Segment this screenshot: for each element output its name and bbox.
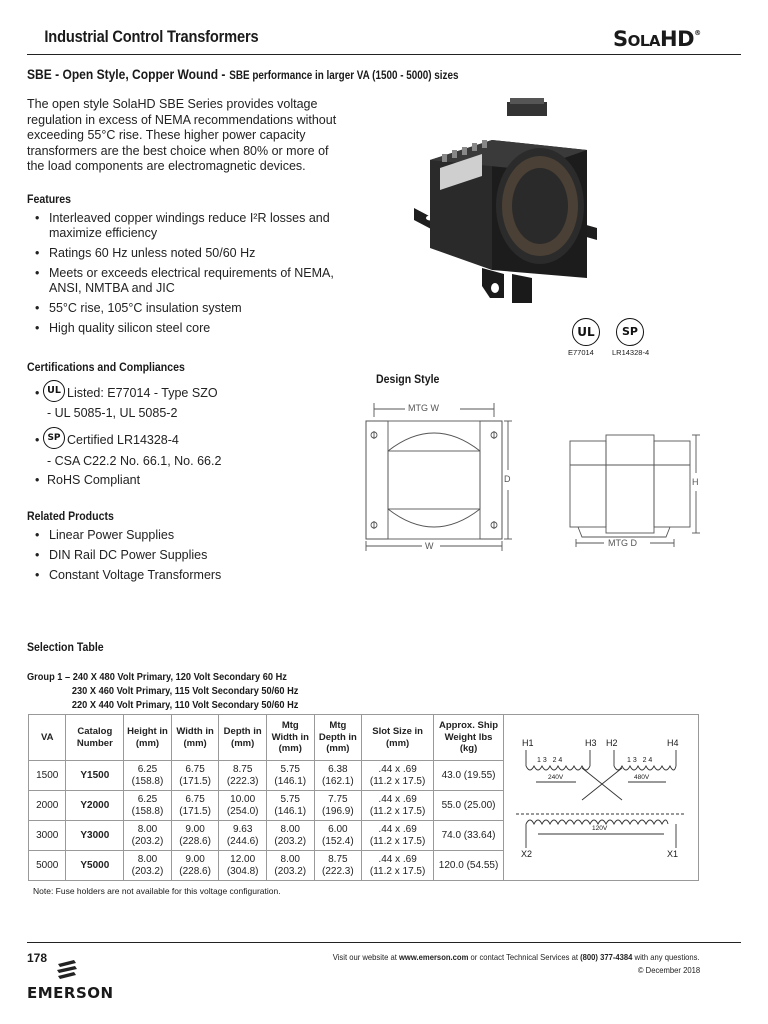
related-list bbox=[27, 528, 337, 587]
value-in: 6.25 bbox=[137, 794, 158, 805]
table-note: Note: Fuse holders are not available for this voltage configuration. bbox=[33, 886, 281, 896]
csa-logo: SP bbox=[616, 318, 644, 346]
phone-number: (800) 377-4384 bbox=[580, 952, 633, 962]
csa-listing: Certified LR14328-4 bbox=[67, 433, 179, 447]
value-mm: (254.0) bbox=[226, 805, 259, 817]
rohs-compliance: RoHS Compliant bbox=[47, 473, 141, 487]
design-style-drawing bbox=[360, 395, 720, 565]
related-heading: Related Products bbox=[27, 509, 114, 523]
csa-standards: - CSA C22.2 No. 66.1, No. 66.2 bbox=[47, 454, 222, 468]
value-mm: (244.6) bbox=[226, 835, 259, 847]
value-mm: (203.2) bbox=[131, 835, 164, 847]
value-in: 9.00 bbox=[185, 824, 205, 835]
value-mm: (196.9) bbox=[322, 805, 354, 817]
ul-code: E77014 bbox=[568, 348, 594, 357]
value-in: 9.00 bbox=[185, 854, 205, 865]
subtitle-sub: SBE performance in larger VA (1500 - 5000) sizes bbox=[229, 70, 459, 82]
cell-va: 1500 bbox=[29, 761, 66, 791]
feature-item: • Ratings 60 Hz unless noted 50/60 Hz bbox=[27, 246, 337, 261]
logo-letters: OLA bbox=[627, 32, 661, 50]
value-in: 8.75 bbox=[232, 764, 253, 775]
col-width: Width in (mm) bbox=[171, 715, 219, 761]
cell-height bbox=[124, 791, 172, 821]
footer-date: © December 2018 bbox=[637, 965, 700, 975]
value-mm: (11.2 x 17.5) bbox=[369, 775, 426, 787]
value-mm: (158.8) bbox=[131, 805, 164, 817]
value-in: 8.00 bbox=[137, 824, 158, 835]
cell-width bbox=[171, 791, 219, 821]
value-mm: (222.3) bbox=[226, 775, 259, 787]
dim-w: W bbox=[425, 541, 434, 551]
emerson-logo-icon bbox=[56, 958, 78, 984]
cell-mtg-width bbox=[266, 791, 314, 821]
terminal-h1: H1 bbox=[522, 738, 534, 748]
cell-height bbox=[124, 761, 172, 791]
certifications-list bbox=[27, 382, 357, 492]
terminal-h4: H4 bbox=[667, 738, 679, 748]
col-va: VA bbox=[29, 715, 66, 761]
cell-depth bbox=[219, 791, 267, 821]
value-mm: (158.8) bbox=[131, 775, 164, 787]
col-slot: Slot Size in (mm) bbox=[362, 715, 434, 761]
related-item: • Linear Power Supplies bbox=[27, 528, 337, 543]
value-in: 8.75 bbox=[328, 854, 348, 865]
col-mtg-width: Mtg Width in (mm) bbox=[266, 715, 314, 761]
section-subtitle bbox=[27, 66, 459, 84]
csa-logo: SP bbox=[43, 427, 65, 449]
cell-weight: 55.0 (25.00) bbox=[434, 791, 504, 821]
value-in: 6.75 bbox=[185, 794, 205, 805]
value-mm: (146.1) bbox=[274, 775, 307, 787]
value-in: 6.75 bbox=[185, 764, 205, 775]
cell-mtg-depth bbox=[314, 761, 362, 791]
value-mm: (171.5) bbox=[179, 775, 211, 787]
cell-weight: 120.0 (54.55) bbox=[434, 851, 504, 881]
cell-slot bbox=[362, 791, 434, 821]
value-in: 7.75 bbox=[328, 794, 348, 805]
feature-item: • Meets or exceeds electrical requirements of NEMA, ANSI, NMTBA and JIC bbox=[27, 266, 337, 297]
terminal-numbers-left: 1 3 2 4 bbox=[537, 757, 563, 764]
logo-mark: ® bbox=[694, 29, 701, 37]
col-height: Height in (mm) bbox=[124, 715, 172, 761]
table-row bbox=[29, 821, 504, 851]
bullet: • bbox=[35, 386, 40, 400]
ul-standards: - UL 5085-1, UL 5085-2 bbox=[47, 406, 178, 420]
logo-letter: S bbox=[613, 27, 628, 51]
csa-code: LR14328-4 bbox=[612, 348, 650, 357]
group-line: 240 X 480 Volt Primary, 120 Volt Secondary 60 Hz bbox=[72, 671, 287, 683]
value-mm: (152.4) bbox=[322, 835, 354, 847]
ul-logo: UL bbox=[43, 380, 65, 402]
col-mtg-depth: Mtg Depth in (mm) bbox=[314, 715, 362, 761]
value-mm: (228.6) bbox=[179, 865, 211, 877]
cell-catalog: Y5000 bbox=[66, 851, 124, 881]
cell-va: 3000 bbox=[29, 821, 66, 851]
footer-text: Visit our website at bbox=[333, 952, 400, 962]
cell-mtg-depth bbox=[314, 791, 362, 821]
value-in: 6.38 bbox=[328, 764, 348, 775]
footer-text: or contact Technical Services at bbox=[468, 952, 581, 962]
logo-letters-hd: HD bbox=[660, 27, 695, 51]
value-in: .44 x .69 bbox=[378, 824, 417, 835]
dim-mtg-d: MTG D bbox=[608, 538, 637, 548]
transformer-photo bbox=[412, 98, 664, 304]
value-mm: (203.2) bbox=[274, 835, 307, 847]
intro-paragraph: The open style SolaHD SBE Series provides voltage regulation in excess of NEMA recommendations without exceeding 55°C rise. These higher power capacity transformers are the best choice when 80% or more of the load components are electromagnetic devices. bbox=[27, 97, 337, 173]
ul-listing: Listed: E77014 - Type SZO bbox=[67, 386, 218, 400]
table-row bbox=[29, 761, 504, 791]
features-heading: Features bbox=[27, 192, 72, 206]
group-prefix: Group 1 – bbox=[27, 671, 71, 683]
cell-catalog: Y3000 bbox=[66, 821, 124, 851]
col-weight: Approx. Ship Weight lbs (kg) bbox=[434, 715, 504, 761]
table-header-row bbox=[29, 715, 504, 761]
feature-item: • 55°C rise, 105°C insulation system bbox=[27, 301, 337, 316]
terminal-x2: X2 bbox=[521, 849, 533, 859]
ul-logo: UL bbox=[572, 318, 600, 346]
value-mm: (11.2 x 17.5) bbox=[369, 805, 426, 817]
terminal-h2: H2 bbox=[606, 738, 618, 748]
value-in: .44 x .69 bbox=[378, 764, 417, 775]
cell-mtg-depth bbox=[314, 821, 362, 851]
cell-catalog: Y1500 bbox=[66, 761, 124, 791]
cell-mtg-width bbox=[266, 821, 314, 851]
footer-contact bbox=[333, 952, 700, 962]
value-mm: (222.3) bbox=[322, 865, 354, 877]
label-120v: 120V bbox=[592, 825, 608, 832]
selection-table bbox=[28, 714, 504, 881]
feature-item: • High quality silicon steel core bbox=[27, 321, 337, 336]
value-in: 8.00 bbox=[280, 854, 300, 865]
cell-slot bbox=[362, 761, 434, 791]
value-in: 6.00 bbox=[328, 824, 348, 835]
value-in: 12.00 bbox=[230, 854, 256, 865]
cell-mtg-width bbox=[266, 851, 314, 881]
value-in: 9.63 bbox=[232, 824, 253, 835]
header-rule bbox=[27, 54, 741, 55]
subtitle-main: SBE - Open Style, Copper Wound - bbox=[27, 66, 226, 82]
value-mm: (11.2 x 17.5) bbox=[369, 865, 426, 877]
cell-height bbox=[124, 851, 172, 881]
value-in: 5.75 bbox=[280, 794, 300, 805]
cell-va: 2000 bbox=[29, 791, 66, 821]
value-mm: (304.8) bbox=[226, 865, 259, 877]
dim-d: D bbox=[504, 474, 511, 484]
value-in: 10.00 bbox=[230, 794, 256, 805]
cell-slot bbox=[362, 851, 434, 881]
bullet: • bbox=[35, 433, 40, 447]
certifications-heading: Certifications and Compliances bbox=[27, 360, 185, 374]
group-line: 230 X 460 Volt Primary, 115 Volt Secondary 50/60 Hz bbox=[71, 685, 299, 697]
value-mm: (203.2) bbox=[274, 865, 307, 877]
table-row bbox=[29, 791, 504, 821]
cell-depth bbox=[219, 821, 267, 851]
related-item: • DIN Rail DC Power Supplies bbox=[27, 548, 337, 563]
value-mm: (162.1) bbox=[322, 775, 354, 787]
cell-slot bbox=[362, 821, 434, 851]
value-in: 5.75 bbox=[280, 764, 300, 775]
footer-text: with any questions. bbox=[632, 952, 700, 962]
value-mm: (228.6) bbox=[179, 835, 211, 847]
bullet: • bbox=[35, 473, 40, 487]
col-depth: Depth in (mm) bbox=[219, 715, 267, 761]
cell-mtg-width bbox=[266, 761, 314, 791]
cert-logos bbox=[568, 318, 672, 358]
value-in: 6.25 bbox=[137, 764, 158, 775]
design-style-label: Design Style bbox=[376, 372, 440, 386]
dim-mtg-w: MTG W bbox=[408, 403, 439, 413]
table-row bbox=[29, 851, 504, 881]
cell-catalog: Y2000 bbox=[66, 791, 124, 821]
value-mm: (203.2) bbox=[131, 865, 164, 877]
cell-width bbox=[171, 851, 219, 881]
terminal-x1: X1 bbox=[667, 849, 679, 859]
value-in: 8.00 bbox=[137, 854, 158, 865]
value-in: 8.00 bbox=[280, 824, 300, 835]
emerson-logo: EMERSON bbox=[27, 984, 114, 1002]
feature-item: • Interleaved copper windings reduce I²R losses and maximize efficiency bbox=[27, 211, 337, 242]
value-mm: (146.1) bbox=[274, 805, 307, 817]
cell-depth bbox=[219, 761, 267, 791]
cell-width bbox=[171, 761, 219, 791]
website-link[interactable]: www.emerson.com bbox=[399, 952, 469, 962]
cell-weight: 43.0 (19.55) bbox=[434, 761, 504, 791]
group-description bbox=[27, 670, 298, 712]
terminal-numbers-right: 1 3 2 4 bbox=[627, 757, 653, 764]
dim-h: H bbox=[692, 477, 699, 487]
value-in: .44 x .69 bbox=[378, 854, 417, 865]
related-item: • Constant Voltage Transformers bbox=[27, 568, 337, 583]
label-240v: 240V bbox=[548, 774, 564, 781]
terminal-h3: H3 bbox=[585, 738, 597, 748]
cell-weight: 74.0 (33.64) bbox=[434, 821, 504, 851]
page-title: Industrial Control Transformers bbox=[44, 27, 259, 46]
cell-mtg-depth bbox=[314, 851, 362, 881]
page-number: 178 bbox=[27, 951, 48, 965]
value-in: .44 x .69 bbox=[378, 794, 417, 805]
group-line: 220 X 440 Volt Primary, 110 Volt Secondary 50/60 Hz bbox=[71, 699, 299, 711]
footer-rule bbox=[27, 942, 741, 943]
value-mm: (171.5) bbox=[179, 805, 211, 817]
features-list bbox=[27, 211, 337, 341]
cell-depth bbox=[219, 851, 267, 881]
solahd-logo bbox=[613, 27, 701, 51]
label-480v: 480V bbox=[634, 774, 650, 781]
cell-width bbox=[171, 821, 219, 851]
col-catalog: Catalog Number bbox=[66, 715, 124, 761]
value-mm: (11.2 x 17.5) bbox=[369, 835, 426, 847]
cell-va: 5000 bbox=[29, 851, 66, 881]
selection-heading: Selection Table bbox=[27, 640, 104, 654]
cell-height bbox=[124, 821, 172, 851]
